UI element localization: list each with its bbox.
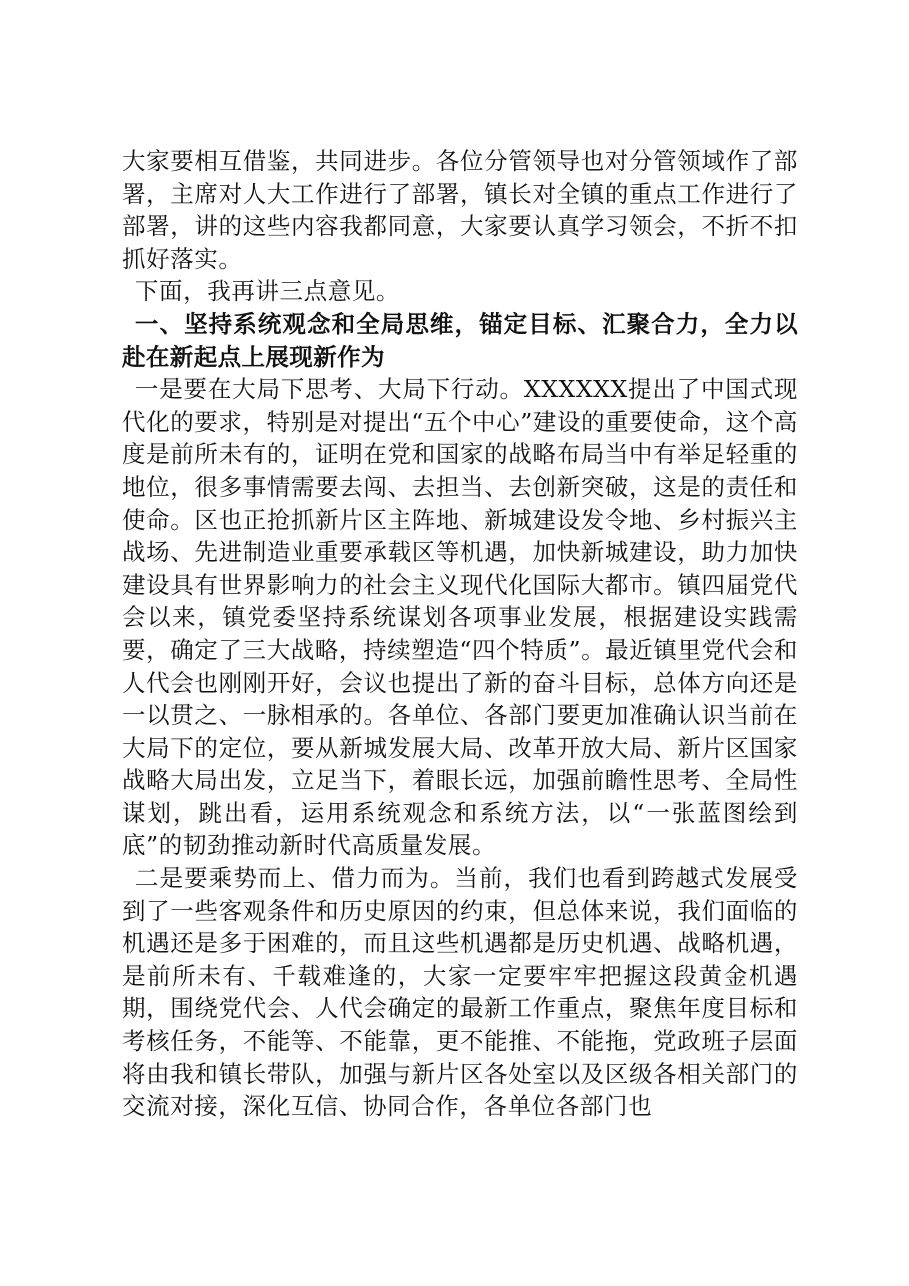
paragraph-transition: 下面，我再讲三点意见。 — [134, 277, 401, 306]
paragraph-point-one: 一是要在大局下思考、大局下行动。XXXXXX提出了中国式现代化的要求，特别是对提出“五个中心”建设的重要使命，这个高度是前所未有的，证明在党和国家的战略布局当中有举足轻重的地位，很多事情需要去闯、去担当、去创新突破，这是的责任和使命。区也正抢抓新片区主阵地、新城建设发令地、乡村振兴主战场、先进制造业重要承载区等机遇，加快新城建设，助力加快建设具有世界影响力的社会主义现代化国际大都市。镇四届党代会以来，镇党委坚持系统谋划各项事业发展，根据建设实践需要，确定了三大战略，持续塑造“四个特质”。最近镇里党代会和人代会也刚刚开好，会议也提出了新的奋斗目标，总体方向还是一以贯之、一脉相承的。各单位、各部门要更加准确认识当前在大局下的定位，要从新城发展大局、改革开放大局、新片区国家战略大局出发，立足当下，着眼长远，加强前瞻性思考、全局性谋划，跳出看，运用系统观念和系统方法，以“一张蓝图绘到底”的韧劲推动新时代高质量发展。 — [122, 375, 798, 860]
paragraph-intro: 大家要相互借鉴，共同进步。各位分管领导也对分管领域作了部署，主席对人大工作进行了部署，镇长对全镇的重点工作进行了部署，讲的这些内容我都同意，大家要认真学习领会，不折不扣抓好落实。 — [122, 147, 798, 273]
paragraph-point-two: 二是要乘势而上、借力而为。当前，我们也看到跨越式发展受到了一些客观条件和历史原因的约束，但总体来说，我们面临的机遇还是多于困难的，而且这些机遇都是历史机遇、战略机遇，是前所未有、千载难逢的，大家一定要牢牢把握这段黄金机遇期，围绕党代会、人代会确定的最新工作重点，聚焦年度目标和考核任务，不能等、不能靠，更不能推、不能拖，党政班子层面将由我和镇长带队，加强与新片区各处室以及区级各相关部门的交流对接，深化互信、协同合作，各单位各部门也 — [122, 864, 798, 1121]
section-heading-one: 一、坚持系统观念和全局思维，锚定目标、汇聚合力，全力以赴在新起点上展现新作为 — [122, 309, 798, 371]
document-body — [122, 145, 798, 1123]
